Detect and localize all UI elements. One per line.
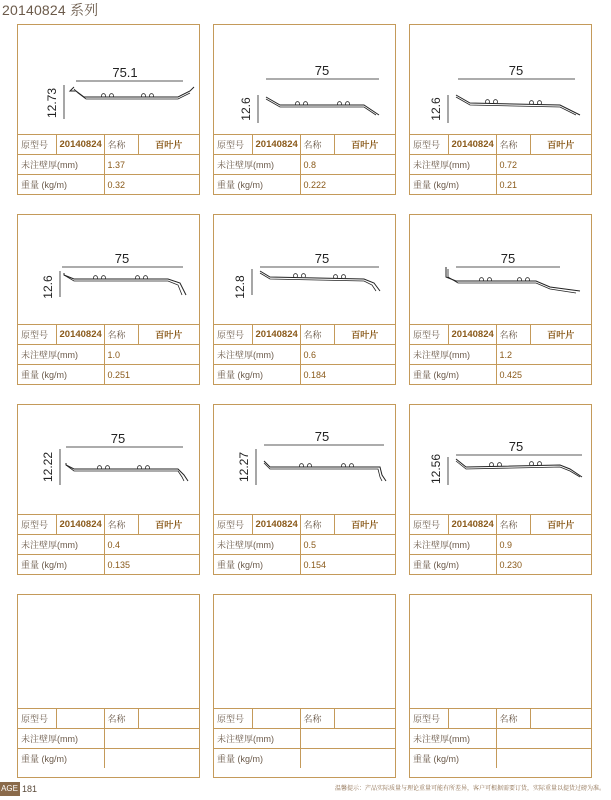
- weight-value: 0.425: [496, 365, 591, 385]
- thickness-value: 0.4: [104, 535, 199, 555]
- thickness-value: 0.8: [300, 155, 395, 175]
- page-number: 181: [22, 784, 38, 794]
- width-dimension: 75: [508, 63, 524, 78]
- spec-table: 原型号 20140824 名称 百叶片 未注壁厚(mm) 1.37 重量 (kg/m) 0.32: [18, 134, 199, 194]
- width-dimension: 75: [114, 251, 130, 266]
- weight-value: 0.184: [300, 365, 395, 385]
- spec-table: 原型号 20140824 名称 百叶片 未注壁厚(mm) 0.5 重量 (kg/m) 0.154: [214, 514, 395, 574]
- height-dimension: 12.22: [41, 451, 55, 483]
- thickness-value: 0.72: [496, 155, 591, 175]
- product-name: [334, 709, 395, 729]
- product-name: 百叶片: [138, 325, 199, 345]
- profile-card: [409, 404, 592, 575]
- height-dimension: 12.6: [239, 97, 253, 121]
- profile-drawing: [18, 595, 199, 708]
- height-dimension: 12.8: [233, 275, 247, 299]
- page-footer: [0, 778, 611, 800]
- footer-note: 温馨提示：产品实际质量与理论重量可能有所差异，客户可根据需要订货，实际重量以提货过磅为准。: [334, 786, 605, 792]
- spec-table: 原型号 20140824 名称 百叶片 未注壁厚(mm) 1.2 重量 (kg/m) 0.425: [410, 324, 591, 384]
- product-name: 百叶片: [530, 515, 591, 535]
- thickness-value: 0.9: [496, 535, 591, 555]
- height-dimension: 12.73: [45, 87, 59, 119]
- spec-table: 原型号 名称 未注壁厚(mm) 重量 (kg/m): [18, 708, 199, 768]
- model-code: 20140824: [448, 325, 496, 345]
- width-dimension: 75.1: [112, 65, 138, 80]
- spec-table: 原型号 20140824 名称 百叶片 未注壁厚(mm) 1.0 重量 (kg/m) 0.251: [18, 324, 199, 384]
- profile-drawing: [410, 595, 591, 708]
- profile-drawing: [410, 215, 591, 324]
- product-name: 百叶片: [138, 135, 199, 155]
- height-dimension: 12.56: [429, 453, 443, 485]
- profile-drawing: [214, 215, 395, 324]
- profile-card: [409, 214, 592, 385]
- spec-table: 原型号 20140824 名称 百叶片 未注壁厚(mm) 0.4 重量 (kg/m) 0.135: [18, 514, 199, 574]
- weight-value: [300, 749, 395, 769]
- profile-drawing: [410, 25, 591, 134]
- width-dimension: 75: [500, 251, 516, 266]
- weight-value: 0.222: [300, 175, 395, 195]
- thickness-value: 1.37: [104, 155, 199, 175]
- width-dimension: 75: [314, 63, 330, 78]
- model-code: 20140824: [56, 325, 104, 345]
- model-code: 20140824: [252, 515, 300, 535]
- thickness-value: [496, 729, 591, 749]
- product-name: 百叶片: [530, 325, 591, 345]
- spec-table: 原型号 20140824 名称 百叶片 未注壁厚(mm) 0.6 重量 (kg/m) 0.184: [214, 324, 395, 384]
- weight-value: 0.21: [496, 175, 591, 195]
- model-code: 20140824: [448, 135, 496, 155]
- product-name: 百叶片: [334, 325, 395, 345]
- height-dimension: 12.6: [41, 275, 55, 299]
- spec-table: 原型号 20140824 名称 百叶片 未注壁厚(mm) 0.8 重量 (kg/m) 0.222: [214, 134, 395, 194]
- profile-card: [409, 24, 592, 195]
- profile-drawing: [214, 405, 395, 514]
- model-code: [56, 709, 104, 729]
- product-name: 百叶片: [138, 515, 199, 535]
- width-dimension: 75: [508, 439, 524, 454]
- weight-value: 0.230: [496, 555, 591, 575]
- thickness-value: 0.6: [300, 345, 395, 365]
- weight-value: 0.251: [104, 365, 199, 385]
- model-code: 20140824: [56, 515, 104, 535]
- thickness-value: 0.5: [300, 535, 395, 555]
- profile-drawing: [214, 595, 395, 708]
- model-code: [252, 709, 300, 729]
- weight-value: 0.135: [104, 555, 199, 575]
- spec-table: 原型号 20140824 名称 百叶片 未注壁厚(mm) 0.72 重量 (kg/m) 0.21: [410, 134, 591, 194]
- thickness-value: [104, 729, 199, 749]
- width-dimension: 75: [314, 429, 330, 444]
- height-dimension: 12.6: [429, 97, 443, 121]
- profile-drawing: [18, 405, 199, 514]
- model-code: [448, 709, 496, 729]
- spec-table: 原型号 名称 未注壁厚(mm) 重量 (kg/m): [214, 708, 395, 768]
- thickness-value: 1.2: [496, 345, 591, 365]
- weight-value: [496, 749, 591, 769]
- page-title: 20140824 系列: [2, 2, 99, 18]
- model-code: 20140824: [56, 135, 104, 155]
- profile-card: [17, 214, 200, 385]
- profile-card: [213, 404, 396, 575]
- profile-drawing: [214, 25, 395, 134]
- spec-table: 原型号 20140824 名称 百叶片 未注壁厚(mm) 0.9 重量 (kg/m) 0.230: [410, 514, 591, 574]
- weight-value: [104, 749, 199, 769]
- weight-value: 0.32: [104, 175, 199, 195]
- profile-card: [17, 404, 200, 575]
- product-name: 百叶片: [334, 135, 395, 155]
- empty-profile-card: [409, 594, 592, 778]
- model-code: 20140824: [252, 325, 300, 345]
- thickness-value: 1.0: [104, 345, 199, 365]
- product-name: 百叶片: [530, 135, 591, 155]
- width-dimension: 75: [110, 431, 126, 446]
- profile-drawing: [18, 215, 199, 324]
- product-name: [530, 709, 591, 729]
- empty-profile-card: [213, 594, 396, 778]
- product-name: [138, 709, 199, 729]
- profile-drawing: [410, 405, 591, 514]
- spec-table: 原型号 名称 未注壁厚(mm) 重量 (kg/m): [410, 708, 591, 768]
- empty-profile-card: [17, 594, 200, 778]
- thickness-value: [300, 729, 395, 749]
- weight-value: 0.154: [300, 555, 395, 575]
- width-dimension: 75: [314, 251, 330, 266]
- product-name: 百叶片: [334, 515, 395, 535]
- height-dimension: 12.27: [237, 451, 251, 483]
- model-code: 20140824: [252, 135, 300, 155]
- profile-drawing: [18, 25, 199, 134]
- profile-card: [17, 24, 200, 195]
- model-code: 20140824: [448, 515, 496, 535]
- profile-card: [213, 214, 396, 385]
- profile-card: [213, 24, 396, 195]
- page-tab: AGE: [0, 782, 20, 796]
